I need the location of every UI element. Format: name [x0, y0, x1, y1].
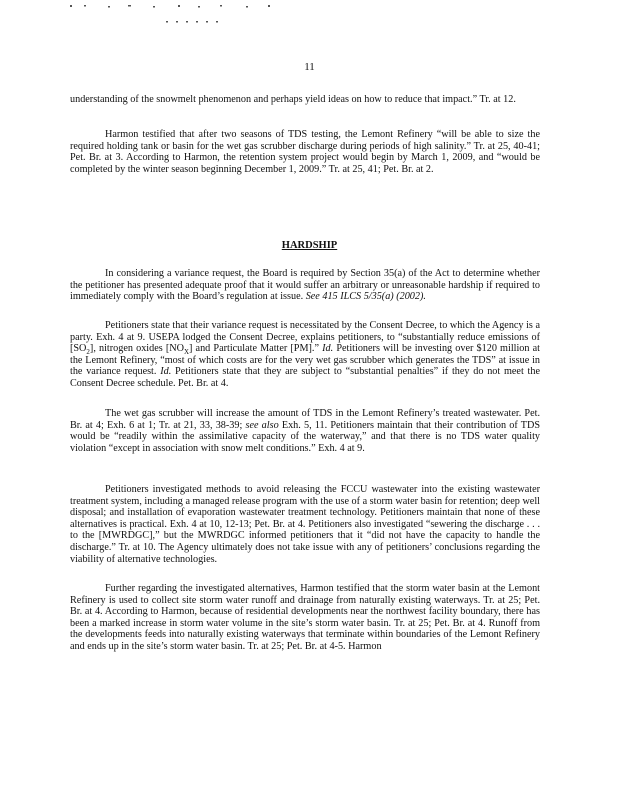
id-citation: Id.	[160, 366, 172, 378]
statute-citation: See 415 ILCS 5/35(a) (2002).	[305, 291, 426, 303]
consent-decree-text-1: Petitioners state that their variance request is necessitated by the Consent Decree, to which the Agency is a party. Exh. 4 at 9. USEPA lodged the Consent Decree, explains petitioners, to “substantially reduce emissions of [SO	[70, 320, 540, 355]
page-number: 11	[304, 61, 315, 73]
consent-decree-text-2: ], nitrogen oxides [NO	[89, 343, 184, 355]
scrubber-text-2: Exh. 5, 11. Petitioners maintain that their contribution of TDS would be “readily within the assimilative capacity of the waterway,” and that there is no TDS water quality violation “except in association with snow melt conditions.” Exh. 4 at 9.	[70, 419, 540, 454]
paragraph-consent-decree	[70, 320, 540, 390]
consent-decree-text-4: Petitioners will be investing over $120 million at the Lemont Refinery, “most of which costs are for the very wet gas scrubber which generates the TDS” at issue in the variance request.	[70, 343, 540, 378]
see-also-signal: see also	[245, 419, 279, 431]
paragraph-continuation: understanding of the snowmelt phenomenon and perhaps yield ideas on how to reduce that impact.” Tr. at 12.	[70, 94, 516, 105]
consent-decree-text-3: ] and Particulate Matter [PM].”	[189, 343, 323, 355]
paragraph-wet-gas-scrubber	[70, 408, 540, 454]
paragraph-alternatives: Petitioners investigated methods to avoid releasing the FCCU wastewater into the existing wastewater treatment system, including a managed release program with the use of a storm water basin for retention; deep well disposal; and installation of evaporation wastewater treatment technology. Petitioners maintain that none of these alternatives is practical. Exh. 4 at 10, 12-13; Pet. Br. at 4. Petitioners also investigated “sewering the discharge . . . to the [MWRDGC],” but the MWRDGC informed petitioners that it “did not have the capacity to handle the discharge.” Tr. at 10. The Agency ultimately does not take issue with any of petitioners’ conclusions regarding the viability of alternative technologies.	[70, 484, 540, 565]
paragraph-variance-standard	[70, 268, 540, 303]
paragraph-storm-water-basin: Further regarding the investigated alternatives, Harmon testified that the storm water basin at the Lemont Refinery is used to collect site storm water runoff and drainage from naturally existing waterways. Tr. at 25; Pet. Br. at 4. According to Harmon, because of residential developments near the northwest facility boundary, there has been a marked increase in storm water volume in the site’s storm water basin. Tr. at 25; Pet. Br. at 4. Runoff from the developments feeds into naturally existing waterways that terminate within boundaries of the Lemont Refinery and ends up in the site’s storm water basin. Tr. at 25; Pet. Br. at 4-5. Harmon	[70, 583, 540, 652]
section-heading-hardship: HARDSHIP	[281, 240, 338, 251]
scrubber-text-1: The wet gas scrubber will increase the amount of TDS in the Lemont Refinery’s treated wastewater. Pet. Br. at 4; Exh. 6 at 1; Tr. at 21, 33, 38-39;	[70, 408, 540, 431]
subscript-so2: 2	[86, 348, 90, 357]
paragraph-harmon-testimony: Harmon testified that after two seasons of TDS testing, the Lemont Refinery “will be able to size the required holding tank or basin for the wet gas scrubber discharge during periods of high salinity.” Tr. at 25, 40-41; Pet. Br. at 3. According to Harmon, the retention system project would begin by March 1, 2009, and “would be completed by the winter season beginning December 1, 2009.” Tr. at 25, 41; Pet. Br. at 2.	[70, 129, 540, 175]
subscript-nox: X	[183, 348, 190, 357]
paragraph-variance-standard-text: In considering a variance request, the Board is required by Section 35(a) of the Act to determine whether the petitioner has presented adequate proof that it would suffer an arbitrary or unreasonable hardship if required to immediately comply with the Board’s regulation at issue.	[70, 268, 540, 303]
id-citation: Id.	[322, 343, 334, 355]
scan-header-marks	[68, 3, 288, 25]
consent-decree-text-5: Petitioners state that they are subject to “substantial penalties” if they do not meet the Consent Decree schedule. Pet. Br. at 4.	[70, 366, 540, 389]
